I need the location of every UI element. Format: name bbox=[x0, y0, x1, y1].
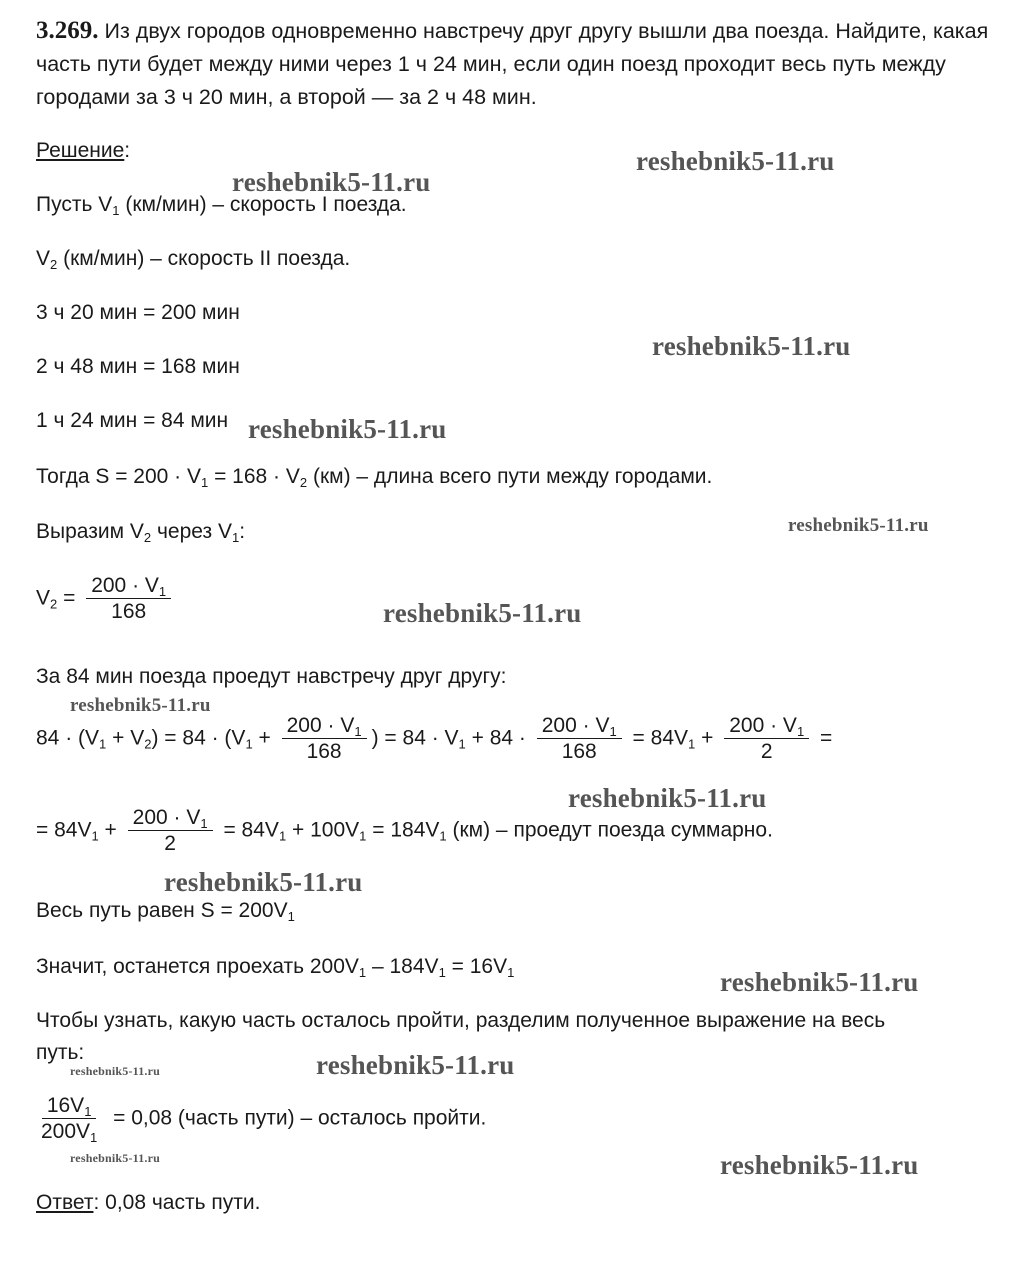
answer-text: : 0,08 часть пути. bbox=[93, 1191, 261, 1214]
formula-v2: $V_2$ = $\frac{200 \cdot V_1}{168}$ bbox=[36, 574, 176, 624]
answer-line bbox=[36, 1190, 260, 1215]
watermark: reshebnik5-11.ru bbox=[636, 146, 835, 176]
formula-result: $\frac{16V_1}{200V_1}$ = 0,08 (часть пути) – осталось пройти. bbox=[36, 1094, 486, 1144]
solution-line-11a: Чтобы узнать, какую часть осталось пройти, разделим полученное выражение на весь bbox=[36, 1009, 886, 1032]
fraction: $\frac{200 \cdot V_1}{2}$ bbox=[128, 806, 213, 856]
problem-statement bbox=[36, 14, 996, 114]
problem-number: 3.269. bbox=[36, 17, 99, 44]
fraction: $\frac{200 \cdot V_1}{2}$ bbox=[724, 714, 809, 764]
fraction: $\frac{200 \cdot V_1}{168}$ bbox=[537, 714, 622, 764]
equation-line-1: $84 \cdot (V_1 + V_2) = 84 \cdot (V_1$ + $\frac{200 \cdot V_1}{168}$ ) = $84 \cdot V_1 + 84$ · $\frac{200 \cdot V_1}{168}$ = $84V_1$ + $\frac{200 \cdot V_1}{2}$ = bbox=[36, 714, 833, 764]
watermark: reshebnik5-11.ru bbox=[316, 1050, 515, 1080]
watermark: reshebnik5-11.ru bbox=[248, 414, 447, 444]
watermark: reshebnik5-11.ru bbox=[70, 1151, 160, 1165]
fraction: $\frac{16V_1}{200V_1}$ bbox=[41, 1094, 98, 1146]
watermark: reshebnik5-11.ru bbox=[383, 598, 582, 628]
solution-line-1: Пусть $V_1$ (км/мин) – скорость I поезда. bbox=[36, 193, 407, 218]
solution-line-2: $V_2$ (км/мин) – скорость II поезда. bbox=[36, 247, 351, 272]
watermark: reshebnik5-11.ru bbox=[232, 167, 431, 197]
solution-heading: Решение: bbox=[36, 139, 131, 162]
solution-line-7: Выразим $V_2$ через $V_1$: bbox=[36, 520, 246, 545]
solution-line-3: 3 ч 20 мин = 200 мин bbox=[36, 301, 240, 324]
watermark: reshebnik5-11.ru bbox=[788, 515, 929, 536]
equation-line-2: = $84V_1$ + $\frac{200 \cdot V_1}{2}$ = $84V_1 + 100V_1 = 184V_1$ (км) – проедут поезда суммарно. bbox=[36, 806, 773, 856]
fraction: $\frac{200 \cdot V_1}{168}$ bbox=[86, 574, 171, 624]
solution-line-4: 2 ч 48 мин = 168 мин bbox=[36, 355, 240, 378]
watermark: reshebnik5-11.ru bbox=[568, 783, 767, 813]
fraction: $\frac{200 \cdot V_1}{168}$ bbox=[282, 714, 367, 764]
watermark: reshebnik5-11.ru bbox=[70, 1064, 160, 1078]
solution-line-5: 1 ч 24 мин = 84 мин bbox=[36, 409, 229, 432]
watermark: reshebnik5-11.ru bbox=[652, 331, 851, 361]
answer-label: Ответ bbox=[36, 1191, 94, 1214]
solution-line-10: Значит, останется проехать $200V_1 - 184V_1 = 16V_1$ bbox=[36, 955, 515, 980]
solution-line-8: За 84 мин поезда проедут навстречу друг другу: bbox=[36, 665, 507, 688]
solution-line-11b: путь: bbox=[36, 1041, 85, 1064]
solution-line-9: Весь путь равен $S = 200V_1$ bbox=[36, 899, 295, 924]
problem-text: Из двух городов одновременно навстречу друг другу вышли два поезда. Найдите, какая часть пути будет между ними через 1 ч 24 мин, если один поезд проходит весь путь между городами за 3 ч 20 мин, а второй — за 2 ч 48 мин. bbox=[36, 19, 989, 109]
watermark: reshebnik5-11.ru bbox=[720, 967, 919, 997]
watermark: reshebnik5-11.ru bbox=[164, 867, 363, 897]
solution-line-6: Тогда $S = 200 \cdot V_1 = 168 \cdot V_2$ (км) – длина всего пути между городами. bbox=[36, 465, 713, 490]
watermark: reshebnik5-11.ru bbox=[720, 1150, 919, 1180]
watermark: reshebnik5-11.ru bbox=[70, 695, 211, 716]
